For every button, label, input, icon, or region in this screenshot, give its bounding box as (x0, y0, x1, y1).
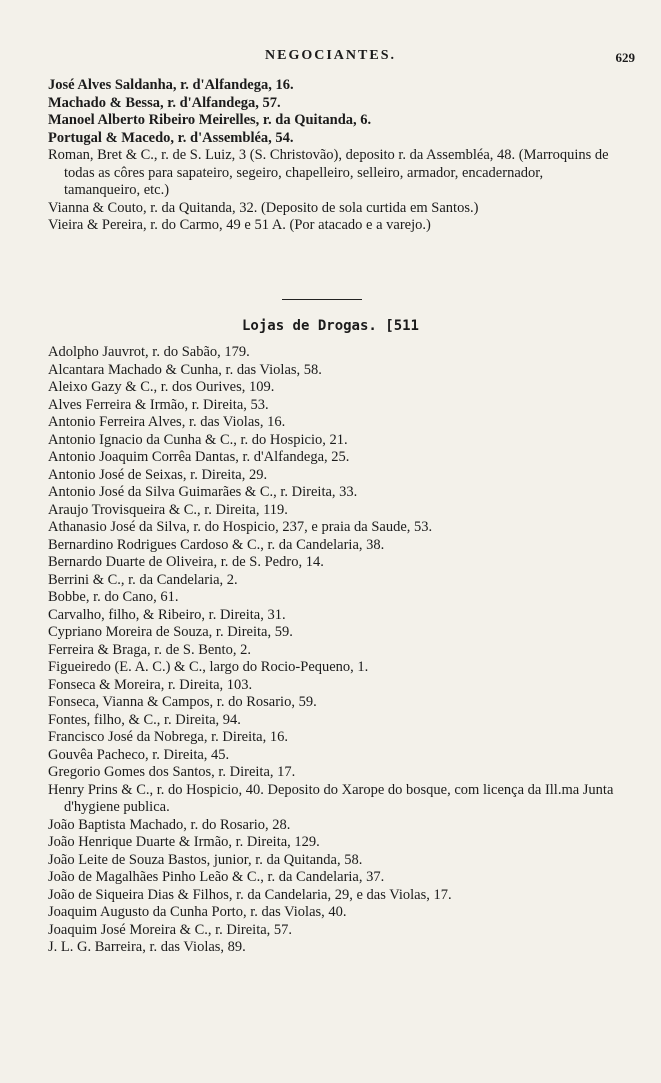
list-item: Antonio Ferreira Alves, r. das Violas, 16. (48, 414, 286, 430)
list-item: J. L. G. Barreira, r. das Violas, 89. (48, 939, 246, 955)
lojas-de-drogas-list (48, 344, 614, 957)
list-item: Portugal & Macedo, r. d'Assembléa, 54. (48, 129, 294, 146)
list-item: Francisco José da Nobrega, r. Direita, 16. (48, 729, 288, 745)
list-item: Fontes, filho, & C., r. Direita, 94. (48, 711, 241, 728)
list-item: Vianna & Couto, r. da Quitanda, 32. (Deposito de sola curtida em Santos.) (48, 199, 479, 216)
list-item: Cypriano Moreira de Souza, r. Direita, 59. (48, 624, 293, 640)
list-item: Bernardo Duarte de Oliveira, r. de S. Pedro, 14. (48, 554, 324, 570)
page-header (0, 48, 661, 70)
list-item: João Baptista Machado, r. do Rosario, 28. (48, 816, 291, 833)
negociantes-list (48, 77, 614, 235)
list-item: Vieira & Pereira, r. do Carmo, 49 e 51 A. (Por atacado e a varejo.) (48, 217, 431, 233)
list-item: Figueiredo (E. A. C.) & C., largo do Rocio-Pequeno, 1. (48, 659, 369, 675)
section-divider (282, 299, 362, 300)
list-item: Athanasio José da Silva, r. do Hospicio, 237, e praia da Saude, 53. (48, 519, 433, 535)
list-item: Antonio José de Seixas, r. Direita, 29. (48, 466, 268, 483)
list-item: João Leite de Souza Bastos, junior, r. da Quitanda, 58. (48, 851, 363, 868)
list-item: Alves Ferreira & Irmão, r. Direita, 53. (48, 396, 269, 413)
page-number: 629 (615, 50, 635, 65)
list-item: Henry Prins & C., r. do Hospicio, 40. Deposito do Xarope do bosque, com licença da Ill.ma Junta d'hygiene publica. (48, 781, 614, 815)
list-item: Adolpho Jauvrot, r. do Sabão, 179. (48, 344, 250, 360)
list-item: João Henrique Duarte & Irmão, r. Direita, 129. (48, 834, 320, 850)
list-item: Gouvêa Pacheco, r. Direita, 45. (48, 746, 230, 763)
list-item: Alcantara Machado & Cunha, r. das Violas, 58. (48, 361, 322, 378)
list-item: Gregorio Gomes dos Santos, r. Direita, 17. (48, 764, 296, 780)
list-item: Antonio José da Silva Guimarães & C., r. Direita, 33. (48, 484, 358, 500)
list-item: Fonseca & Moreira, r. Direita, 103. (48, 676, 253, 693)
page-title: NEGOCIANTES. (265, 48, 396, 63)
list-item: Berrini & C., r. da Candelaria, 2. (48, 571, 238, 588)
list-item: Fonseca, Vianna & Campos, r. do Rosario, 59. (48, 694, 317, 710)
list-item: Carvalho, filho, & Ribeiro, r. Direita, 31. (48, 606, 286, 623)
list-item: Manoel Alberto Ribeiro Meirelles, r. da Quitanda, 6. (48, 112, 372, 128)
list-item: Araujo Trovisqueira & C., r. Direita, 119. (48, 501, 288, 518)
list-item: Bobbe, r. do Cano, 61. (48, 589, 179, 605)
list-item: Bernardino Rodrigues Cardoso & C., r. da Candelaria, 38. (48, 536, 385, 553)
section-heading: Lojas de Drogas. [511 (241, 318, 419, 334)
list-item: Roman, Bret & C., r. de S. Luiz, 3 (S. Christovão), deposito r. da Assembléa, 48. (Marroquins de todas as côres para sapateiro, segeiro, chapelleiro, selleiro, armador, encadernador, tamanqueiro, etc.) (48, 147, 609, 198)
list-item: José Alves Saldanha, r. d'Alfandega, 16. (48, 77, 294, 93)
list-item: João de Magalhães Pinho Leão & C., r. da Candelaria, 37. (48, 869, 385, 885)
list-item: Aleixo Gazy & C., r. dos Ourives, 109. (48, 379, 275, 395)
list-item: Joaquim Augusto da Cunha Porto, r. das Violas, 40. (48, 904, 347, 920)
list-item: Antonio Ignacio da Cunha & C., r. do Hospicio, 21. (48, 431, 348, 448)
list-item: Ferreira & Braga, r. de S. Bento, 2. (48, 641, 251, 658)
list-item: Machado & Bessa, r. d'Alfandega, 57. (48, 94, 281, 111)
list-item: Joaquim José Moreira & C., r. Direita, 57. (48, 921, 293, 938)
list-item: João de Siqueira Dias & Filhos, r. da Candelaria, 29, e das Violas, 17. (48, 886, 452, 903)
list-item: Antonio Joaquim Corrêa Dantas, r. d'Alfandega, 25. (48, 449, 350, 465)
